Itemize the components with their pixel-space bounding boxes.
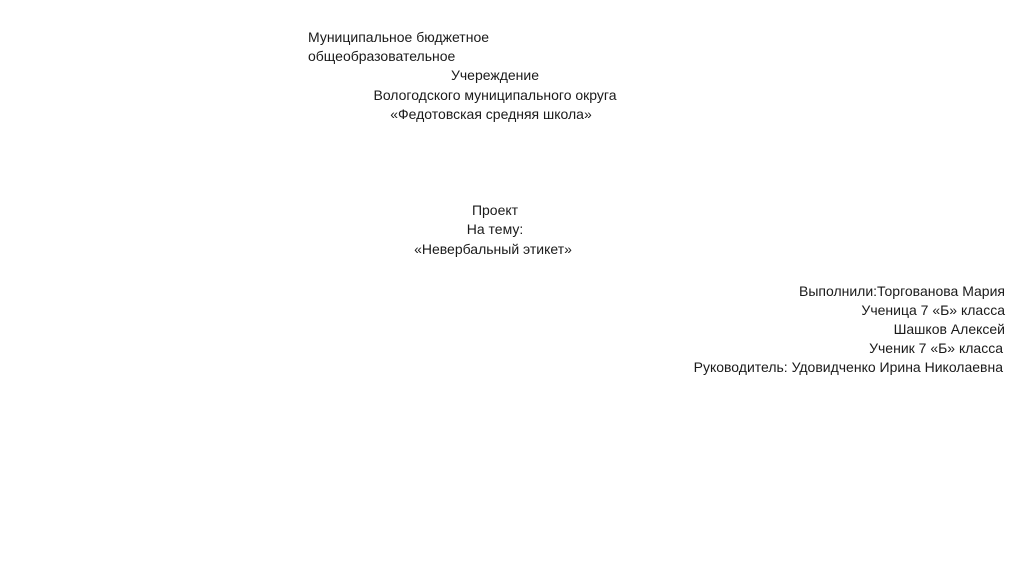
school-category-line: общеобразовательное — [308, 48, 456, 64]
school-name-line: «Федотовская средняя школа» — [390, 106, 592, 122]
project-topic-label: На тему: — [466, 221, 524, 237]
project-topic-title: «Невербальный этикет» — [414, 241, 572, 257]
author-line-1: Выполнили:Торгованова Мария — [798, 283, 1005, 299]
author-line-2: Ученица 7 «Б» класса — [861, 302, 1005, 318]
school-type-line: Муниципальное бюджетное — [308, 29, 490, 45]
project-label: Проект — [471, 202, 519, 218]
school-institution-line: Учереждение — [450, 67, 540, 83]
supervisor-line: Руководитель: Удовидченко Ирина Николаевна — [693, 359, 1003, 375]
author-line-4: Ученик 7 «Б» класса — [869, 340, 1003, 356]
author-line-3: Шашков Алексей — [893, 321, 1005, 337]
school-district-line: Вологодского муниципального округа — [373, 87, 617, 103]
